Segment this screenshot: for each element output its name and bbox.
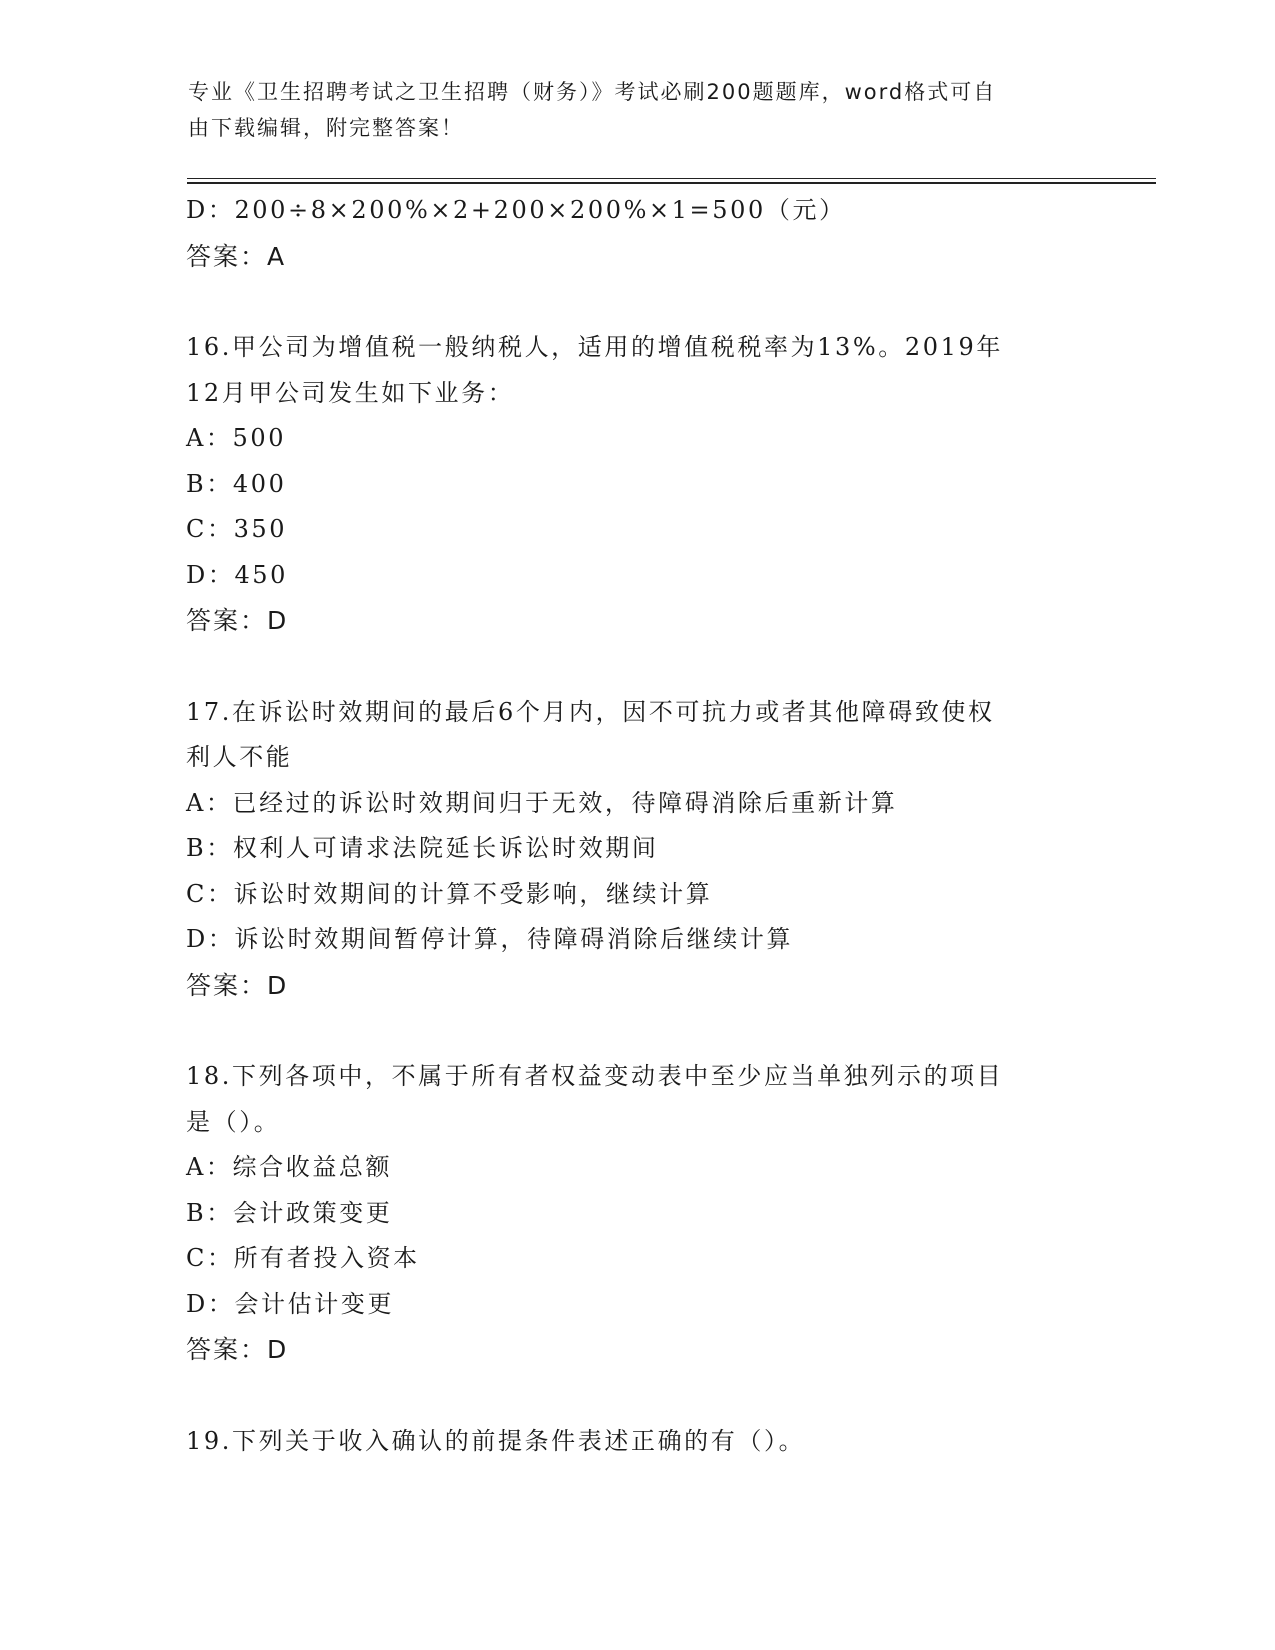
- option-a: A：已经过的诉讼时效期间归于无效，待障碍消除后重新计算: [186, 788, 898, 817]
- option-a: A：500: [186, 424, 287, 452]
- question-16: [186, 325, 1086, 644]
- question-stem-line: 12月甲公司发生如下业务：: [186, 378, 515, 407]
- answer: 答案：D: [186, 1335, 289, 1364]
- header-divider-thin: [187, 178, 1156, 179]
- option-b: B：会计政策变更: [186, 1198, 393, 1227]
- option-d: D：450: [186, 560, 289, 589]
- prev-answer: 答案：A: [186, 241, 287, 271]
- option-d: D：诉讼时效期间暂停计算，待障碍消除后继续计算: [186, 925, 794, 953]
- document-header: [188, 74, 1088, 146]
- question-stem-line: 是（）。: [186, 1107, 281, 1136]
- option-a: A：综合收益总额: [186, 1153, 393, 1181]
- header-line-2: 由下载编辑，附完整答案！: [188, 116, 464, 140]
- option-c: C：所有者投入资本: [186, 1244, 420, 1272]
- question-stem-line: 19.下列关于收入确认的前提条件表述正确的有（）。: [186, 1426, 806, 1455]
- header-divider-thick: [187, 182, 1156, 184]
- option-d: D：会计估计变更: [186, 1289, 395, 1318]
- prev-option-d: D：200÷8×200%×2+200×200%×1=500（元）: [186, 196, 846, 224]
- option-c: C：诉讼时效期间的计算不受影响，继续计算: [186, 879, 713, 908]
- question-stem-line: 利人不能: [186, 743, 293, 771]
- question-stem-line: 17.在诉讼时效期间的最后6个月内，因不可抗力或者其他障碍致使权: [186, 697, 995, 726]
- answer: 答案：D: [186, 970, 289, 1000]
- question-19: [186, 1419, 1086, 1465]
- option-b: B：权利人可请求法院延长诉讼时效期间: [186, 834, 659, 862]
- header-line-1: 专业《卫生招聘考试之卫生招聘（财务）》考试必刷200题题库，word格式可自: [188, 80, 997, 104]
- question-17: [186, 690, 1086, 1009]
- question-stem-line: 18.下列各项中，不属于所有者权益变动表中至少应当单独列示的项目: [186, 1062, 1004, 1090]
- question-18: [186, 1054, 1086, 1373]
- answer: 答案：D: [186, 606, 289, 635]
- option-c: C：350: [186, 515, 288, 543]
- question-stem-line: 16.甲公司为增值税一般纳税人，适用的增值税税率为13%。2019年: [186, 333, 1003, 361]
- question-list: [186, 188, 1086, 1464]
- option-b: B：400: [186, 469, 287, 498]
